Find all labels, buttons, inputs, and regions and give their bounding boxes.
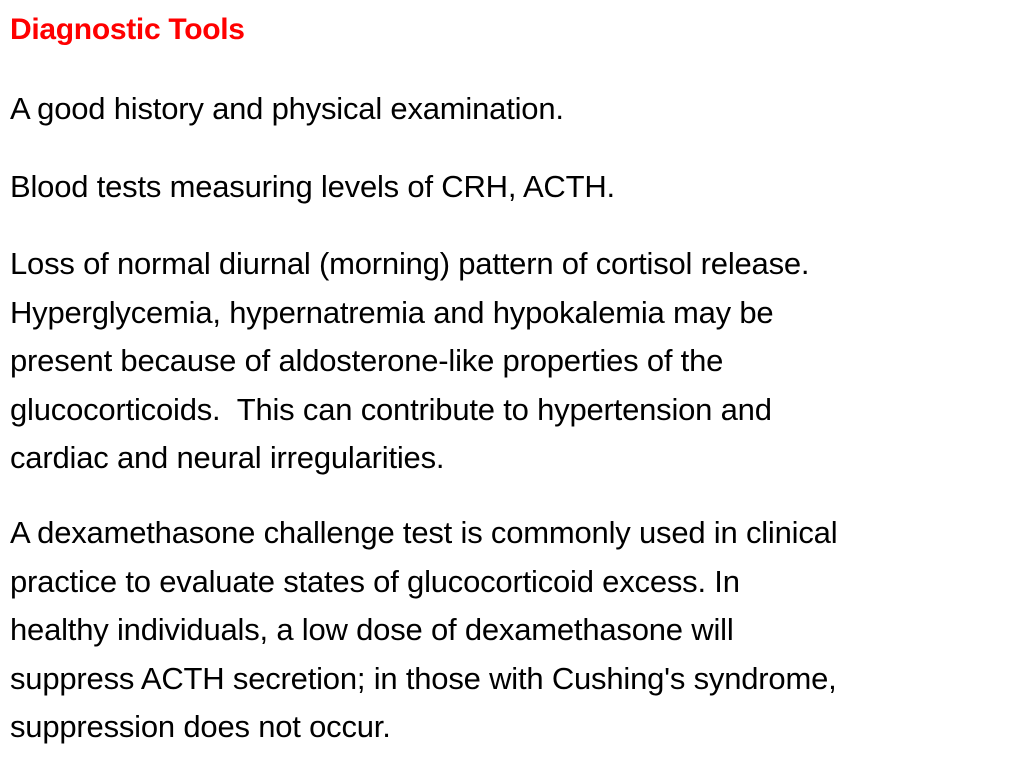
slide-title: Diagnostic Tools	[10, 13, 245, 46]
text-line: healthy individuals, a low dose of dexamethasone will	[10, 612, 734, 647]
text-line: cardiac and neural irregularities.	[10, 440, 445, 475]
text-line: Loss of normal diurnal (morning) pattern of cortisol release.	[10, 246, 810, 281]
text-line: Hyperglycemia, hypernatremia and hypokalemia may be	[10, 294, 774, 330]
paragraph-blood-tests	[10, 163, 1015, 212]
paragraph-history	[10, 85, 1015, 134]
text-line: glucocorticoids. This can contribute to hypertension and	[10, 391, 772, 427]
text-line: A dexamethasone challenge test is commonly used in clinical	[10, 515, 838, 550]
paragraph-cortisol	[10, 240, 1015, 483]
text-line: present because of aldosterone-like properties of the	[10, 343, 724, 378]
paragraph-dexamethasone	[10, 509, 1015, 752]
text-line: A good history and physical examination.	[10, 91, 564, 126]
text-line: suppression does not occur.	[10, 709, 391, 744]
text-line: practice to evaluate states of glucocorticoid excess. In	[10, 563, 740, 599]
text-line: Blood tests measuring levels of CRH, ACTH.	[10, 169, 615, 204]
text-line: suppress ACTH secretion; in those with Cushing's syndrome,	[10, 660, 837, 696]
